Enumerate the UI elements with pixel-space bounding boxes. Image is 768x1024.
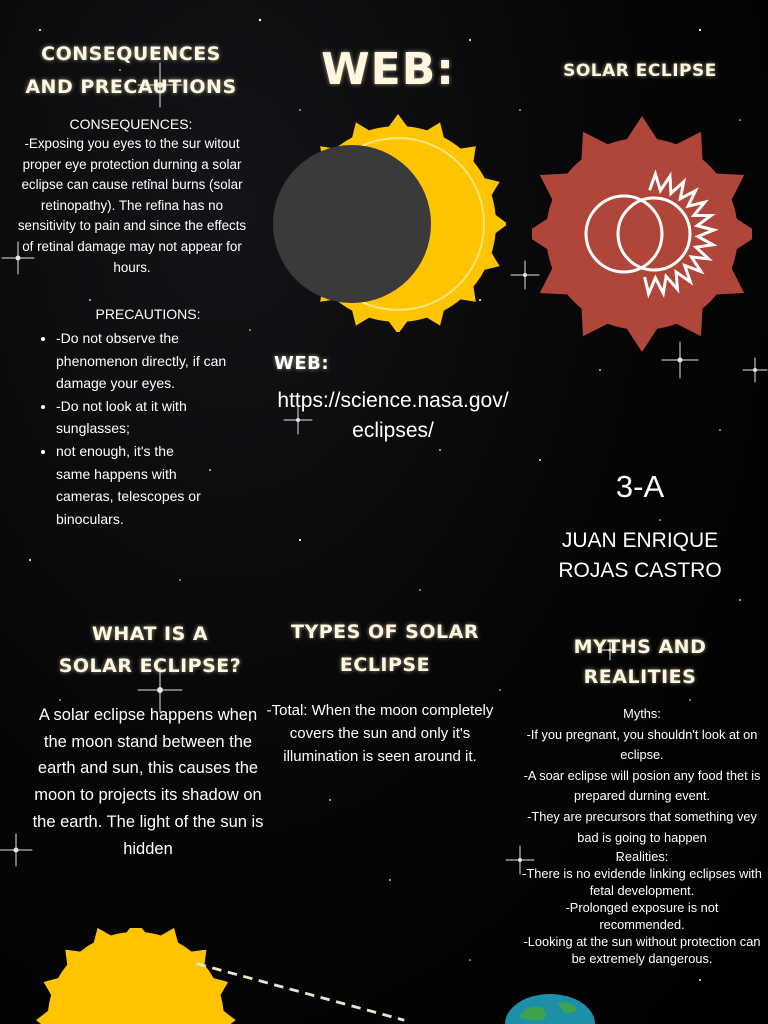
consequences-label: CONSEQUENCES: [69, 116, 193, 132]
precautions-label: PRECAUTIONS: [95, 306, 201, 322]
consequences-title: CONSEQUENCES AND PRECAUTIONS [25, 43, 237, 98]
precaution-item: • -Do not look at it with sunglasses; [56, 395, 234, 440]
author-line-1: JUAN ENRIQUE [561, 529, 719, 552]
solar-eclipse-badge-icon [532, 116, 752, 356]
web-title: WEB: [321, 44, 455, 95]
realities-label: Realities: [615, 849, 669, 865]
myths-label: Myths: [623, 706, 661, 721]
what-is-text: A solar eclipse happens when the moon stand between the earth and sun, this causes the moon to projects its shadow on the earth. The light of the sun is hidden [32, 706, 264, 858]
trajectory-line [190, 958, 430, 1024]
myth-item: -A soar eclipse will posion any food thet is prepared durning event. [523, 767, 761, 804]
group-label: 3-A [615, 469, 665, 504]
web-url-link[interactable]: https://science.nasa.gov/eclipses/ [277, 389, 509, 442]
types-text: -Total: When the moon completely covers the sun and only it's illumination is seen around it. [266, 702, 494, 765]
myth-item: -They are precursors that something vey bad is going to happen [527, 808, 757, 845]
author-line-2: ROJAS CASTRO [558, 559, 722, 582]
solar-eclipse-title: SOLAR ECLIPSE [563, 61, 717, 81]
consequences-text: -Exposing you eyes to the sur witout proper eye protection durning a solar eclipse can cause retinal burns (solar retinopathy). The refina has no sensitivity to pain and since the effects of retinal damage may not appear for hours. [17, 136, 247, 275]
myth-item: -If you pregnant, you shouldn't look at on eclipse. [526, 726, 758, 763]
precaution-item: • -Do not observe the phenomenon directly, if can damage your eyes. [56, 327, 234, 395]
earth-icon [490, 994, 610, 1024]
reality-item: -Prolonged exposure is not recommended. [565, 900, 719, 933]
eclipse-icon [266, 112, 506, 332]
precaution-item: • not enough, it's the [56, 440, 234, 463]
myths-title: MYTHS AND REALITIES [573, 636, 707, 688]
precautions-list [38, 327, 234, 530]
reality-item: -Looking at the sun without protection can be extremely dangerous. [523, 934, 761, 967]
types-title: TYPES OF SOLAR ECLIPSE [291, 621, 479, 676]
reality-item: -There is no evidende linking eclipses with fetal development. [522, 866, 762, 899]
what-is-title: WHAT IS A SOLAR ECLIPSE? [58, 623, 242, 677]
precaution-item-continued: same happens with cameras, telescopes or binoculars. [56, 465, 201, 527]
myths-block [522, 704, 762, 967]
web-label: WEB: [274, 353, 330, 374]
